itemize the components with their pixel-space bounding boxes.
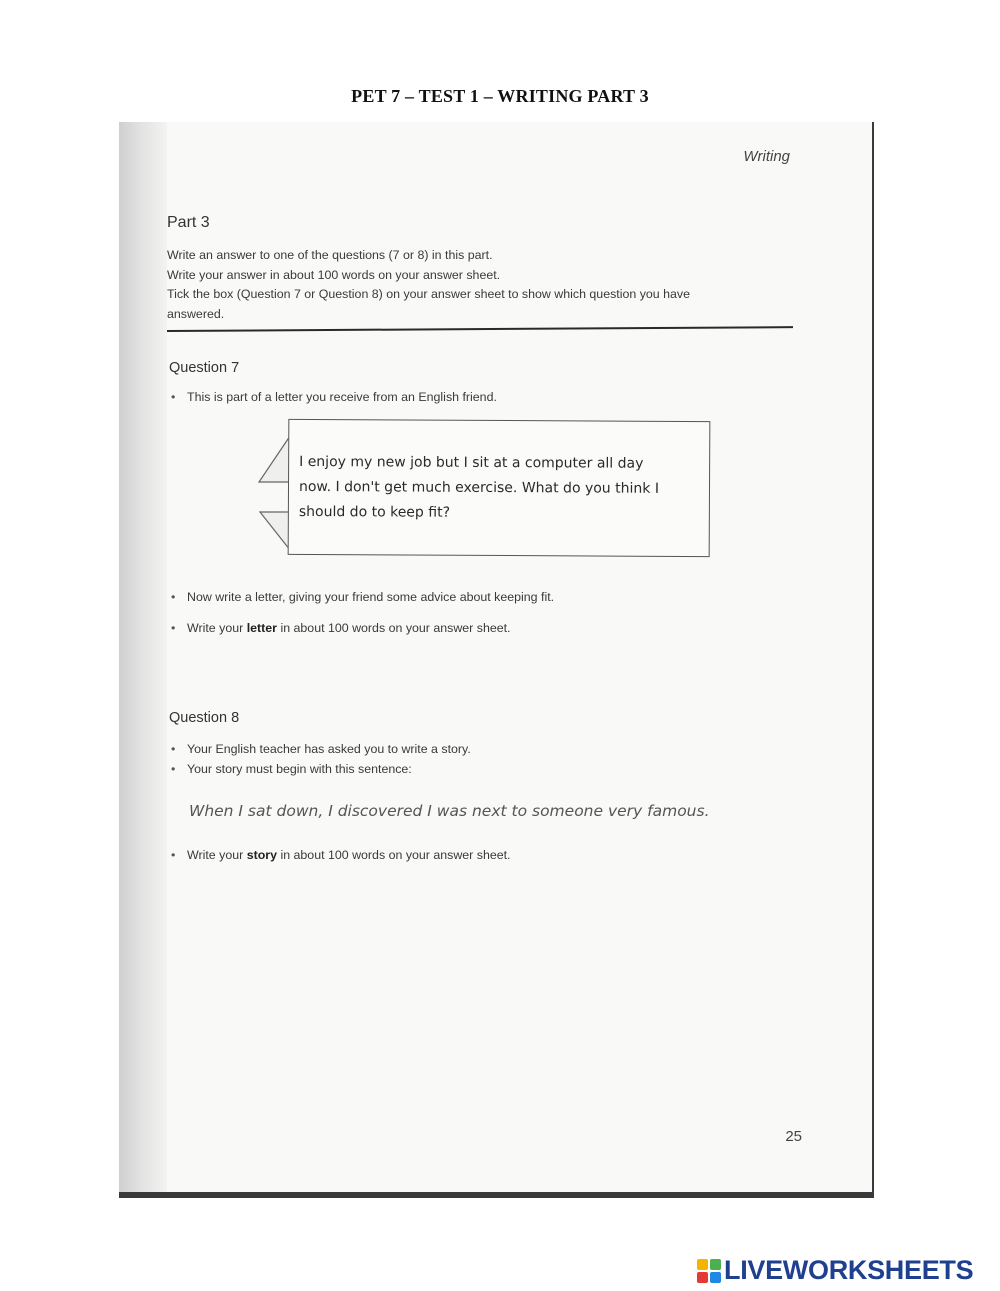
page-number: 25 xyxy=(785,1128,802,1145)
instruction-line: Tick the box (Question 7 or Question 8) on your answer sheet to show which question you have xyxy=(167,287,690,301)
letter-line: should do to keep fit? xyxy=(298,503,451,521)
task-text-pre: Write your xyxy=(187,848,247,862)
divider xyxy=(167,326,793,332)
letter-tab-icon xyxy=(256,434,292,552)
bullet-icon: • xyxy=(171,621,176,635)
task-text-post: in about 100 words on your answer sheet. xyxy=(277,848,511,862)
instructions xyxy=(167,246,795,324)
liveworksheets-logo xyxy=(697,1255,973,1286)
binding-shadow xyxy=(119,122,167,1198)
question-7-heading: Question 7 xyxy=(169,360,240,376)
question-8-task xyxy=(171,848,511,862)
logo-block xyxy=(697,1272,708,1283)
bullet-icon: • xyxy=(171,762,176,776)
task-keyword: letter xyxy=(246,621,277,635)
document-title: PET 7 – TEST 1 – WRITING PART 3 xyxy=(351,86,649,106)
task-text-post: in about 100 words on your answer sheet. xyxy=(277,621,511,635)
question-7-task-2 xyxy=(171,621,511,635)
brand-name: LIVEWORKSHEETS xyxy=(724,1255,974,1285)
bullet-icon: • xyxy=(171,590,176,604)
question-8-bullet-2 xyxy=(171,762,412,776)
bullet-icon: • xyxy=(171,742,176,756)
instruction-line: answered. xyxy=(167,306,225,321)
logo-block xyxy=(710,1272,721,1283)
intro-text: This is part of a letter you receive from an English friend. xyxy=(187,390,497,404)
logo-block xyxy=(697,1259,708,1270)
bullet-icon: • xyxy=(171,848,176,862)
scanned-page xyxy=(119,122,874,1198)
bullet-text: Your English teacher has asked you to write a story. xyxy=(187,742,471,756)
task-text-pre: Write your xyxy=(187,621,247,635)
letter-excerpt-box xyxy=(288,419,711,557)
bullet-text: Your story must begin with this sentence: xyxy=(187,762,412,776)
bullet-icon: • xyxy=(171,390,176,404)
question-7-task-1 xyxy=(171,590,554,604)
letter-line: I enjoy my new job but I sit at a computer all day xyxy=(299,453,644,472)
story-opening-sentence: When I sat down, I discovered I was next to someone very famous. xyxy=(189,802,710,820)
section-label: Writing xyxy=(743,148,790,165)
part-heading: Part 3 xyxy=(167,214,210,231)
question-7-intro xyxy=(171,390,497,404)
letter-excerpt xyxy=(299,450,699,527)
instruction-line: Write an answer to one of the questions (7 or 8) in this part. xyxy=(167,248,493,262)
page-bottom-edge xyxy=(119,1192,872,1198)
task-keyword: story xyxy=(246,848,277,862)
question-8-heading: Question 8 xyxy=(169,710,240,726)
logo-block xyxy=(710,1259,721,1270)
logo-blocks-icon xyxy=(697,1259,721,1283)
task-text: Now write a letter, giving your friend some advice about keeping fit. xyxy=(187,590,555,604)
letter-line: now. I don't get much exercise. What do you think I xyxy=(298,478,660,497)
question-8-bullet-1 xyxy=(171,742,471,756)
instruction-line: Write your answer in about 100 words on your answer sheet. xyxy=(167,267,501,282)
